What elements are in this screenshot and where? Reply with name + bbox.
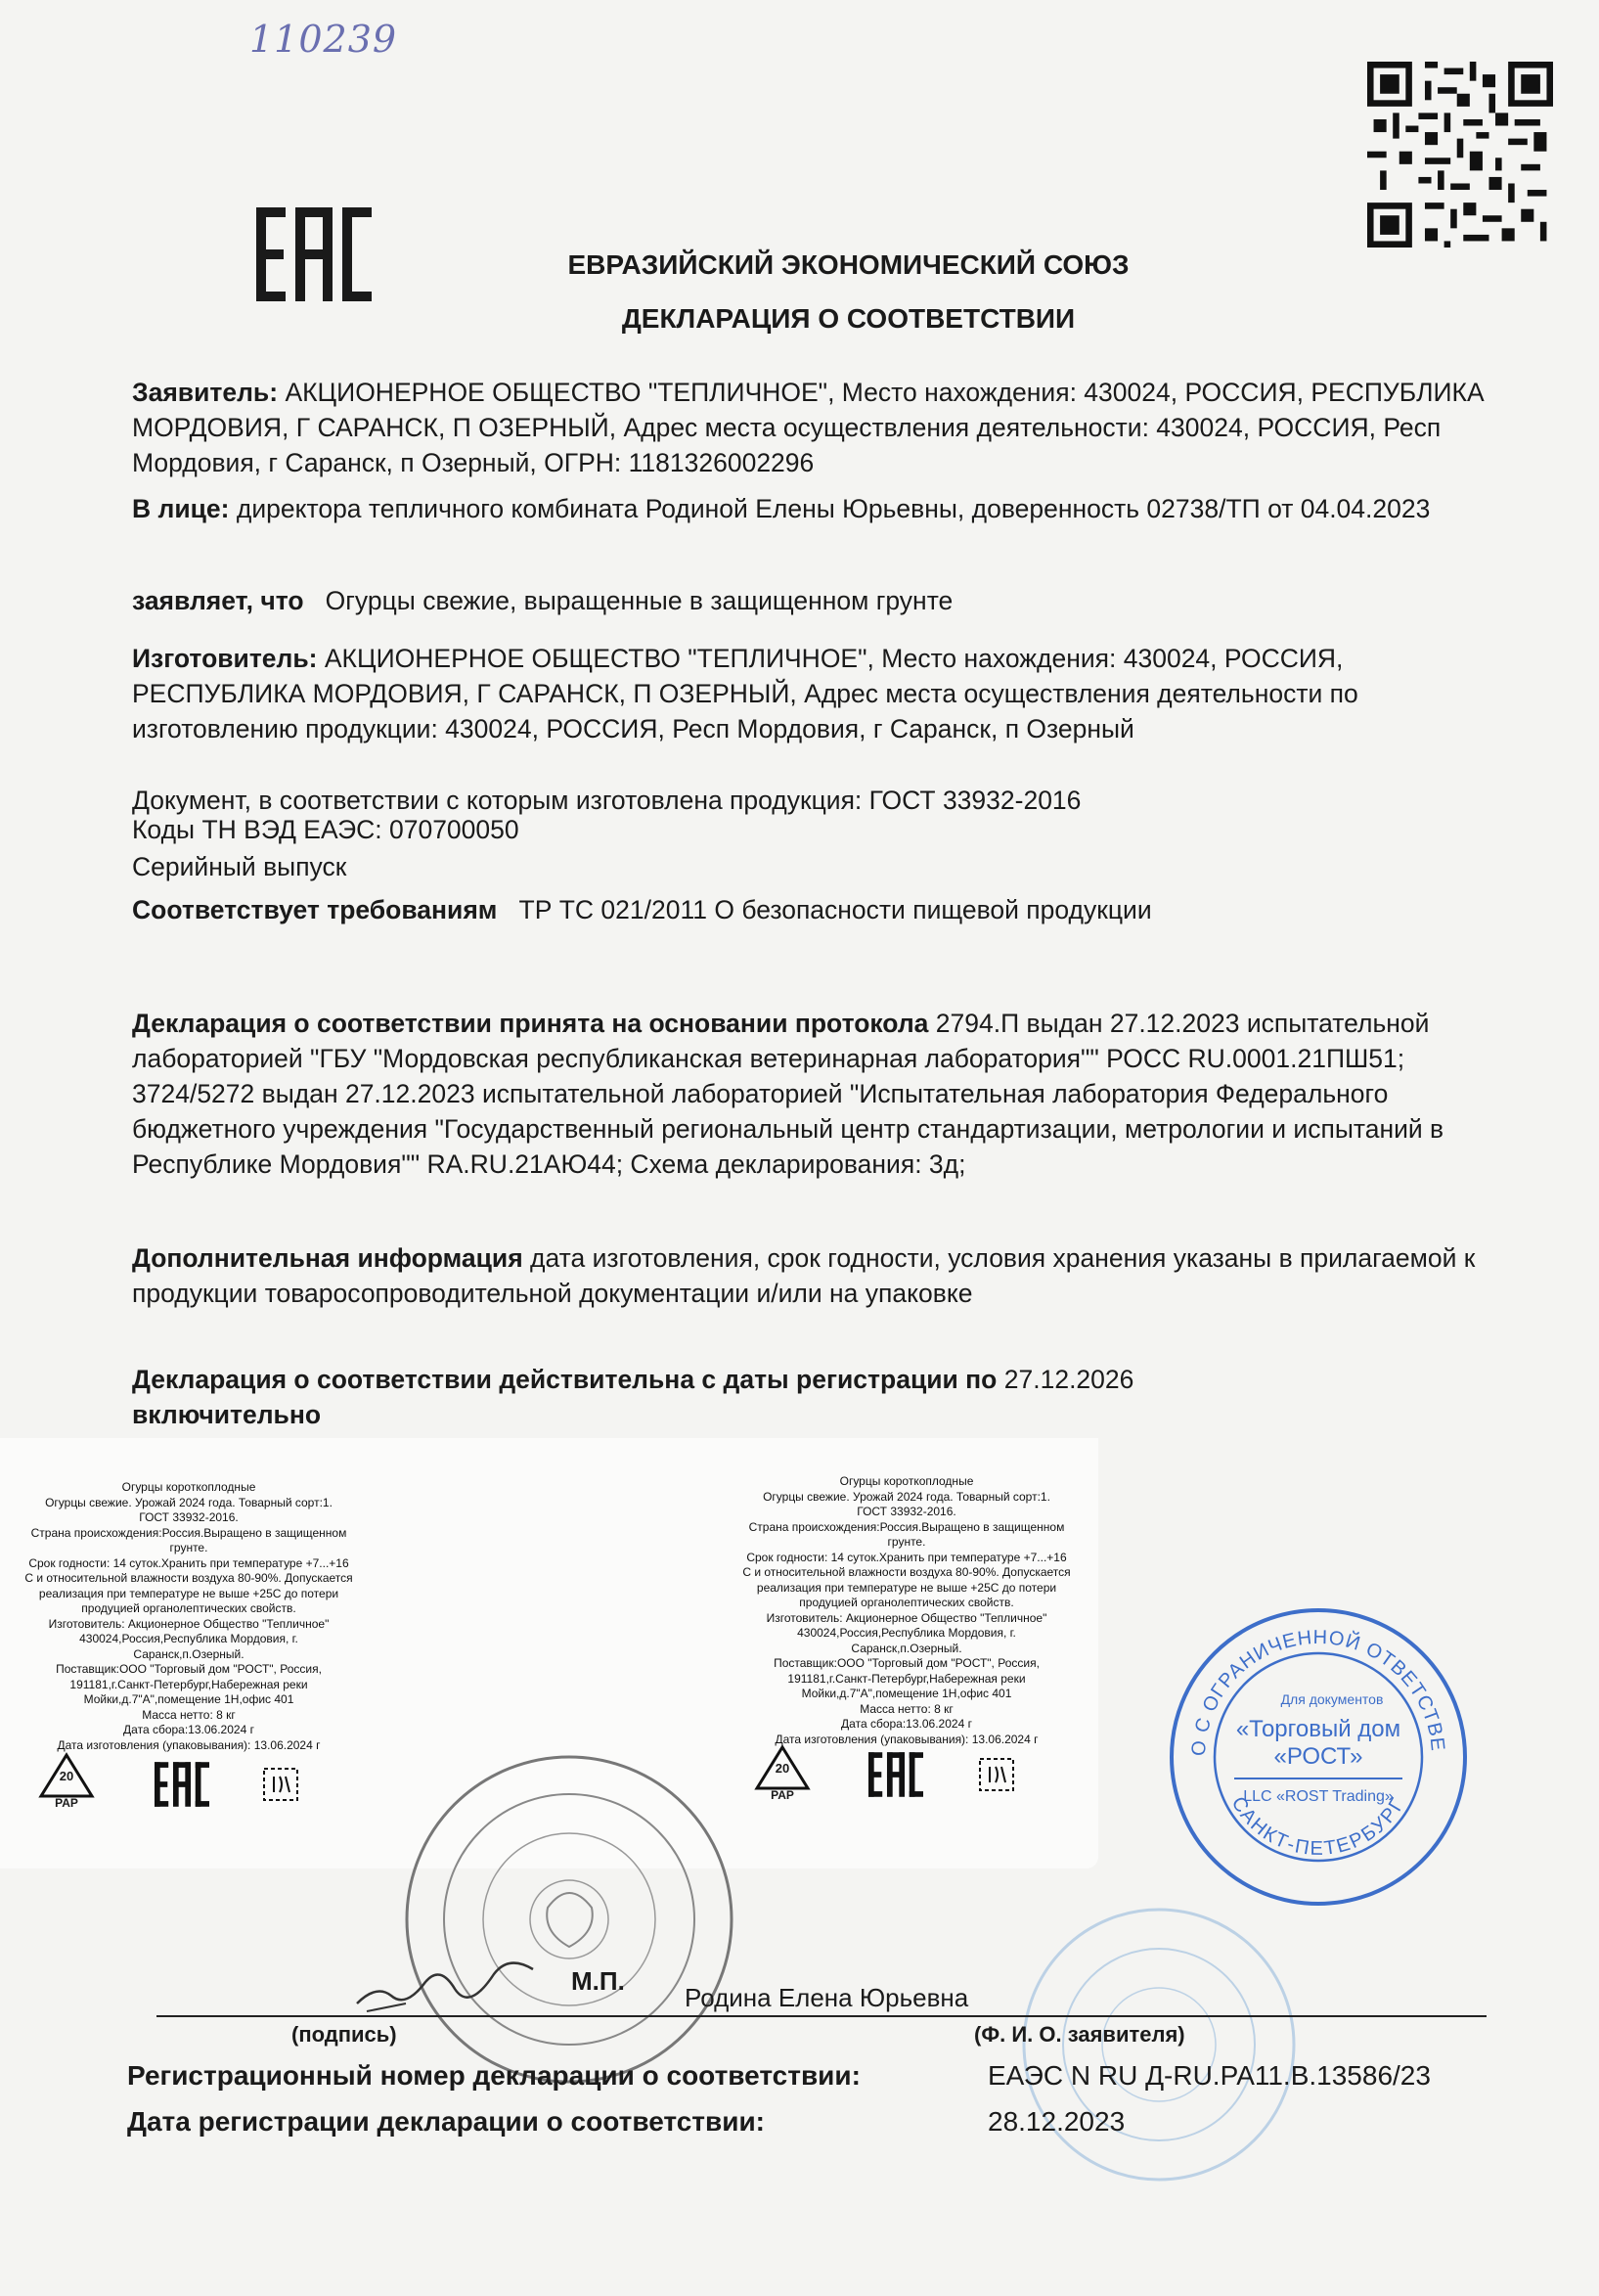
fio-caption: (Ф. И. О. заявителя) bbox=[974, 2022, 1185, 2047]
person-section bbox=[132, 491, 1501, 526]
recycle-icon bbox=[37, 1751, 96, 1810]
label-line: Мойки,д.7"А",помещение 1Н,офис 401 bbox=[83, 1692, 294, 1706]
document-line: Документ, в соответствии с которым изготовлена продукция: ГОСТ 33932-2016 bbox=[132, 786, 1082, 815]
label-line: Дата сбора:13.06.2024 г bbox=[841, 1717, 972, 1731]
signature bbox=[347, 1935, 553, 2023]
product-label-2 bbox=[735, 1474, 1078, 1747]
basis-text: 2794.П выдан 27.12.2023 испытательной лабораторией "ГБУ "Мордовская республиканская ветеринарная лаборатория"" РОСС RU.0001.21ПШ51; 3724/5272 выдан 27.12.2023 испытательной лабораторией "Испытательная лаборатория Федерального бюджетного учреждения "Государственный региональный центр стандартизации, метрологии и испытаний в Республике Мордовия"" RA.RU.21АЮ44; Схема декларирования: 3д; bbox=[132, 1009, 1444, 1179]
complies-text: ТР ТС 021/2011 О безопасности пищевой продукции bbox=[518, 895, 1152, 924]
qr-code bbox=[1367, 62, 1553, 248]
codes-line: Коды ТН ВЭД ЕАЭС: 070700050 bbox=[132, 815, 519, 844]
label-line: Огурцы свежие. Урожай 2024 года. Товарный сорт:1. bbox=[45, 1495, 333, 1509]
label-line: Саранск,п.Озерный. bbox=[133, 1646, 244, 1661]
basis-label: Декларация о соответствии принята на основании протокола bbox=[132, 1009, 929, 1038]
food-contact-icon bbox=[978, 1757, 1015, 1792]
declares-label: заявляет, что bbox=[132, 586, 304, 615]
applicant-text: АКЦИОНЕРНОЕ ОБЩЕСТВО "ТЕПЛИЧНОЕ", Место нахождения: 430024, РОССИЯ, РЕСПУБЛИКА МОРДОВИЯ, Г САРАНСК, П ОЗЕРНЫЙ, Адрес места осуществления деятельности: 430024, РОССИЯ, Респ Мордовия, г Саранск, п Озерный, ОГРН: 1181326002296 bbox=[132, 378, 1485, 477]
label-line: Мойки,д.7"А",помещение 1Н,офис 401 bbox=[801, 1687, 1012, 1700]
recycle-number: 20 bbox=[59, 1769, 74, 1783]
label-line: Срок годности: 14 суток.Хранить при температуре +7...+16 bbox=[28, 1555, 349, 1570]
label-line: продуцией органолептических свойств. bbox=[799, 1596, 1014, 1609]
stamp-name-1: «Торговый дом bbox=[1235, 1716, 1401, 1742]
food-contact-icon bbox=[262, 1767, 299, 1802]
validity-label: Декларация о соответствии действительна с даты регистрации по bbox=[132, 1365, 998, 1394]
label-line: Изготовитель: Акционерное Общество "Тепличное" bbox=[48, 1616, 330, 1631]
company-stamp bbox=[1166, 1604, 1471, 1910]
applicant-section bbox=[132, 375, 1501, 480]
basis-section bbox=[132, 1006, 1501, 1182]
stamp-name-2: «РОСТ» bbox=[1273, 1743, 1363, 1770]
recycle-icon bbox=[753, 1743, 812, 1802]
signature-caption: (подпись) bbox=[291, 2022, 397, 2047]
label-line: 191181,г.Санкт-Петербург,Набережная реки bbox=[787, 1671, 1026, 1686]
stamp-outer-text: О С ОГРАНИЧЕННОЙ ОТВЕТСТВЕ bbox=[1187, 1626, 1449, 1757]
complies-label: Соответствует требованиям bbox=[132, 895, 498, 924]
label-line: продуцией органолептических свойств. bbox=[81, 1601, 296, 1615]
stamp-top-text: Для документов bbox=[1280, 1691, 1384, 1707]
declares-section bbox=[132, 583, 1501, 618]
label-line: 430024,Россия,Республика Мордовия, г. bbox=[79, 1632, 298, 1645]
recycle-code: PAP bbox=[55, 1796, 78, 1810]
reg-date: 28.12.2023 bbox=[988, 2106, 1126, 2137]
label-line: 430024,Россия,Республика Мордовия, г. bbox=[797, 1626, 1016, 1640]
validity-label-2: включительно bbox=[132, 1400, 322, 1429]
recycle-number: 20 bbox=[775, 1761, 790, 1776]
validity-section bbox=[132, 1362, 1501, 1432]
label-line: 191181,г.Санкт-Петербург,Набережная реки bbox=[69, 1677, 308, 1691]
person-text: директора тепличного комбината Родиной Елены Юрьевны, доверенность 02738/ТП от 04.04.2023 bbox=[236, 494, 1431, 523]
product-label-1 bbox=[18, 1480, 360, 1753]
eac-mark-icon bbox=[155, 1761, 209, 1808]
label-line: Огурцы короткоплодные bbox=[121, 1480, 256, 1494]
manufacturer-label: Изготовитель: bbox=[132, 644, 318, 673]
validity-date: 27.12.2026 bbox=[1003, 1365, 1134, 1394]
label-line: Дата изготовления (упаковывания): 13.06.2024 г bbox=[775, 1732, 1039, 1746]
label-line: Масса нетто: 8 кг bbox=[142, 1707, 236, 1722]
label-line: Страна происхождения:Россия.Выращено в защищенном bbox=[30, 1525, 347, 1540]
label-line: Огурцы свежие. Урожай 2024 года. Товарный сорт:1. bbox=[763, 1489, 1050, 1504]
label-line: ГОСТ 33932-2016. bbox=[857, 1505, 956, 1518]
label-line: Изготовитель: Акционерное Общество "Тепличное" bbox=[766, 1610, 1047, 1625]
handwritten-number: 110239 bbox=[249, 18, 398, 61]
reg-date-label: Дата регистрации декларации о соответствии: bbox=[127, 2106, 765, 2137]
label-line: С и относительной влажности воздуха 80-90%. Допускается bbox=[742, 1565, 1071, 1579]
mp-mark: М.П. bbox=[571, 1966, 625, 1996]
label-line: Огурцы короткоплодные bbox=[839, 1474, 974, 1488]
label-line: реализация при температуре не выше +25С до потери bbox=[38, 1586, 339, 1600]
serial-line: Серийный выпуск bbox=[132, 852, 347, 881]
document-title: ДЕКЛАРАЦИЯ О СООТВЕТСТВИИ bbox=[621, 303, 1076, 334]
stamp-city-text: САНКТ-ПЕТЕРБУРГ bbox=[1226, 1792, 1410, 1860]
person-label: В лице: bbox=[132, 494, 230, 523]
reg-number-label: Регистрационный номер декларации о соответствии: bbox=[127, 2060, 861, 2091]
label-line: реализация при температуре не выше +25С до потери bbox=[756, 1580, 1057, 1595]
manufacturer-section bbox=[132, 641, 1501, 746]
label-line: грунте. bbox=[887, 1535, 926, 1549]
signer-name: Родина Елена Юрьевна bbox=[685, 1983, 969, 2012]
label-line: Саранск,п.Озерный. bbox=[851, 1641, 962, 1655]
union-title: ЕВРАЗИЙСКИЙ ЭКОНОМИЧЕСКИЙ СОЮЗ bbox=[567, 249, 1130, 280]
additional-section bbox=[132, 1240, 1501, 1311]
label-line: Поставщик:ООО "Торговый дом "РОСТ", Россия, bbox=[774, 1656, 1040, 1670]
additional-label: Дополнительная информация bbox=[132, 1243, 523, 1273]
complies-section bbox=[132, 892, 1501, 927]
label-line: Поставщик:ООО "Торговый дом "РОСТ", Россия, bbox=[56, 1662, 322, 1676]
label-line: Дата сбора:13.06.2024 г bbox=[123, 1723, 254, 1736]
applicant-label: Заявитель: bbox=[132, 378, 279, 407]
label-line: С и относительной влажности воздуха 80-90%. Допускается bbox=[24, 1571, 353, 1585]
label-line: ГОСТ 33932-2016. bbox=[139, 1510, 239, 1524]
label-line: Дата изготовления (упаковывания): 13.06.2024 г bbox=[57, 1737, 321, 1752]
additional-text: дата изготовления, срок годности, условия хранения указаны в прилагаемой к продукции товаросопроводительной документации и/или на упаковке bbox=[132, 1243, 1476, 1308]
reg-number: ЕАЭС N RU Д-RU.PA11.B.13586/23 bbox=[988, 2060, 1431, 2091]
manufacturer-text: АКЦИОНЕРНОЕ ОБЩЕСТВО "ТЕПЛИЧНОЕ", Место нахождения: 430024, РОССИЯ, РЕСПУБЛИКА МОРДОВИЯ, Г САРАНСК, П ОЗЕРНЫЙ, Адрес места осуществления деятельности по изготовлению продукции: 430024, РОССИЯ, Респ Мордовия, г Саранск, п Озерный bbox=[132, 644, 1358, 743]
company-seal bbox=[401, 1751, 738, 2089]
recycle-code: PAP bbox=[771, 1788, 794, 1802]
label-line: Масса нетто: 8 кг bbox=[860, 1701, 954, 1716]
label-line: Страна происхождения:Россия.Выращено в защищенном bbox=[748, 1519, 1065, 1534]
signature-line bbox=[156, 2015, 1487, 2017]
label-line: Срок годности: 14 суток.Хранить при температуре +7...+16 bbox=[746, 1550, 1067, 1564]
eac-mark-icon bbox=[868, 1751, 923, 1798]
label-line: грунте. bbox=[169, 1541, 208, 1554]
declares-text: Огурцы свежие, выращенные в защищенном грунте bbox=[325, 586, 954, 615]
stamp-latin-text: LLC «ROST Trading» bbox=[1243, 1788, 1394, 1805]
